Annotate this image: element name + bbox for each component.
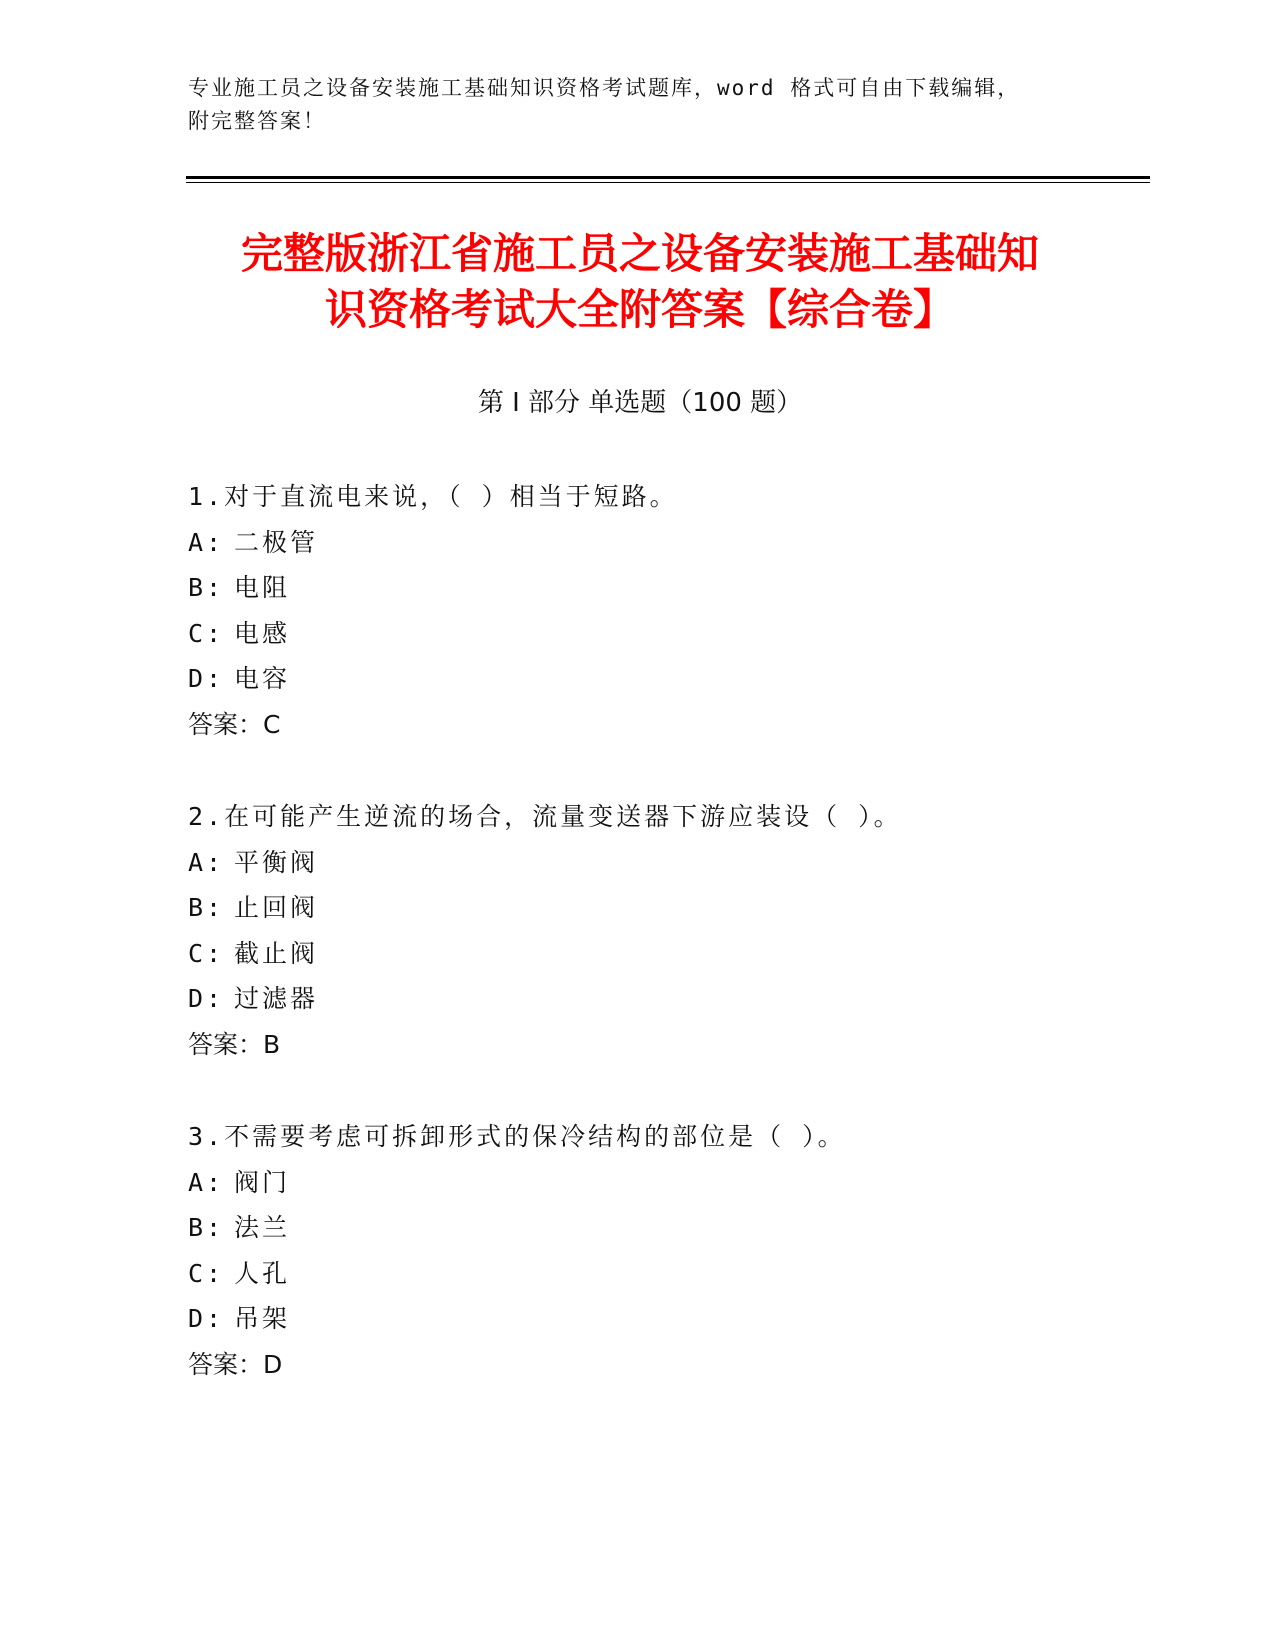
question-2 xyxy=(188,794,1128,1067)
option-text: 阀门 xyxy=(234,1167,291,1197)
option-b xyxy=(188,565,1128,611)
option-d xyxy=(188,976,1128,1022)
section-title: 第 I 部分 单选题（100 题） xyxy=(477,388,803,418)
option-c xyxy=(188,1251,1128,1297)
header-divider-thick xyxy=(186,176,1150,179)
option-text: 法兰 xyxy=(234,1213,291,1242)
option-d xyxy=(188,1296,1128,1342)
question-1 xyxy=(188,474,1128,747)
question-3 xyxy=(188,1114,1128,1387)
option-key: C: xyxy=(188,618,225,648)
question-list xyxy=(188,474,1128,1434)
option-text: 平衡阀 xyxy=(234,847,319,877)
question-stem: 2.在可能产生逆流的场合，流量变送器下游应装设（ ）。 xyxy=(188,802,902,831)
option-key: B: xyxy=(188,1213,225,1242)
option-text: 人孔 xyxy=(234,1258,291,1288)
option-text: 电阻 xyxy=(234,573,291,602)
option-c xyxy=(188,931,1128,977)
header-note-line2: 附完整答案！ xyxy=(188,109,326,133)
option-b xyxy=(188,885,1128,931)
option-b xyxy=(188,1205,1128,1251)
option-a xyxy=(188,1160,1128,1206)
option-text: 过滤器 xyxy=(234,984,319,1013)
answer-line: 答案：C xyxy=(188,709,281,739)
option-text: 吊架 xyxy=(234,1304,291,1333)
option-text: 电感 xyxy=(234,618,291,648)
option-key: C: xyxy=(188,1258,225,1288)
answer-line: 答案：B xyxy=(188,1029,281,1059)
option-text: 二极管 xyxy=(234,527,319,557)
option-key: C: xyxy=(188,938,225,968)
option-c xyxy=(188,611,1128,657)
option-text: 止回阀 xyxy=(234,893,319,922)
option-key: D: xyxy=(188,984,225,1013)
option-key: D: xyxy=(188,664,225,693)
answer-line: 答案：D xyxy=(188,1349,283,1379)
option-a xyxy=(188,840,1128,886)
option-key: A: xyxy=(188,1167,225,1197)
question-stem: 1.对于直流电来说，（ ）相当于短路。 xyxy=(188,482,678,511)
header-note-line1: 专业施工员之设备安装施工基础知识资格考试题库，word 格式可自由下载编辑， xyxy=(188,76,1021,100)
option-key: B: xyxy=(188,573,225,602)
option-key: A: xyxy=(188,847,225,877)
option-text: 电容 xyxy=(234,664,291,693)
header-note xyxy=(188,72,1088,138)
option-a xyxy=(188,520,1128,566)
question-stem: 3.不需要考虑可拆卸形式的保冷结构的部位是（ ）。 xyxy=(188,1122,846,1151)
option-text: 截止阀 xyxy=(234,938,319,968)
document-title xyxy=(180,226,1100,338)
document-title-line1: 完整版浙江省施工员之设备安装施工基础知 xyxy=(240,229,1039,278)
option-key: B: xyxy=(188,893,225,922)
option-d xyxy=(188,656,1128,702)
document-title-line2: 识资格考试大全附答案【综合卷】 xyxy=(324,285,955,334)
option-key: D: xyxy=(188,1304,225,1333)
option-key: A: xyxy=(188,527,225,557)
header-divider-thin xyxy=(186,182,1150,183)
